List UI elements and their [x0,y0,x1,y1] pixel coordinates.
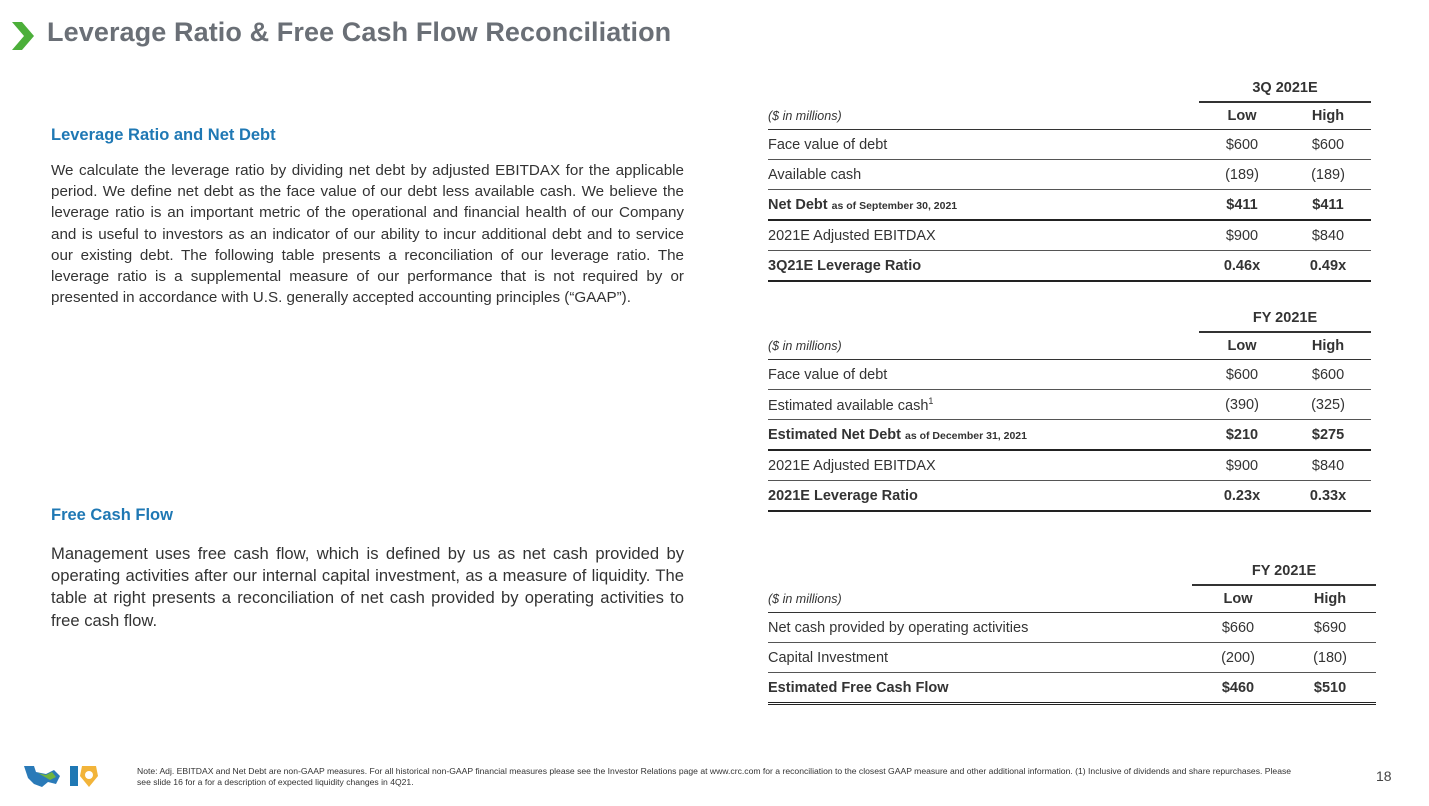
row-label-date: as of September 30, 2021 [831,199,958,212]
row-label [768,190,1199,221]
table-row [768,585,1376,613]
units-label: ($ in millions) [768,332,1199,360]
table-row [768,305,1371,332]
table-row [768,130,1371,160]
low-value: $900 [1199,220,1285,251]
table-row [768,251,1371,282]
high-value: $411 [1285,190,1371,221]
units-label: ($ in millions) [768,585,1192,613]
fcf-description: Management uses free cash flow, which is defined by us as net cash provided by operating activities after our internal capital investment, as a measure of liquidity. The table at right presents a reconciliation of net cash provided by operating activities to free cash flow. [51,544,684,630]
row-label: Face value of debt [768,130,1199,160]
low-value: (189) [1199,160,1285,190]
row-label: 2021E Leverage Ratio [768,481,1199,512]
low-value: 0.23x [1199,481,1285,512]
high-value: $840 [1285,220,1371,251]
leverage-heading: Leverage Ratio and Net Debt [51,126,276,144]
low-value: $600 [1199,360,1285,390]
high-value: $510 [1284,673,1376,704]
col-low-header: Low [1199,102,1285,130]
table-row [768,450,1371,481]
row-label: 3Q21E Leverage Ratio [768,251,1199,282]
col-high-header: High [1284,585,1376,613]
row-label-date: as of December 31, 2021 [904,429,1027,442]
row-label: 2021E Adjusted EBITDAX [768,220,1199,251]
high-value: (180) [1284,643,1376,673]
low-value: $600 [1199,130,1285,160]
chevron-right-icon [10,22,36,50]
table-row [768,160,1371,190]
period-header: FY 2021E [1192,558,1376,585]
row-label: Available cash [768,160,1199,190]
units-label: ($ in millions) [768,102,1199,130]
low-value: (390) [1199,390,1285,420]
low-value: $210 [1199,420,1285,451]
col-low-header: Low [1192,585,1284,613]
col-high-header: High [1285,332,1371,360]
row-label: Capital Investment [768,643,1192,673]
row-label: Face value of debt [768,360,1199,390]
low-value: $411 [1199,190,1285,221]
high-value: (189) [1285,160,1371,190]
table-row [768,420,1371,451]
table-row [768,613,1376,643]
table-row [768,332,1371,360]
table-row [768,220,1371,251]
leverage-fy-table [768,305,1371,512]
col-high-header: High [1285,102,1371,130]
high-value: (325) [1285,390,1371,420]
high-value: 0.33x [1285,481,1371,512]
low-value: (200) [1192,643,1284,673]
row-label: 2021E Adjusted EBITDAX [768,450,1199,481]
leverage-description: We calculate the leverage ratio by dividing net debt by adjusted EBITDAX for the applicable period. We define net debt as the face value of our debt less available cash. We believe the leverage ratio is an important metric of the operational and financial health of our Company and is useful to investors as an indicator of our ability to incur additional debt and to service our existing debt. The following table presents a reconciliation of our leverage ratio. The leverage ratio is a supplemental measure of our performance that is not required by or presented in accordance with U.S. generally accepted accounting principles (“GAAP”). [51,162,684,307]
table-row [768,673,1376,704]
high-value: $840 [1285,450,1371,481]
table-row [768,360,1371,390]
table-row [768,481,1371,512]
california-logo [20,760,102,790]
low-value: $660 [1192,613,1284,643]
row-label: Estimated Free Cash Flow [768,673,1192,704]
table-row [768,190,1371,221]
page-title: Leverage Ratio & Free Cash Flow Reconciliation [47,17,672,47]
free-cash-flow-table [768,558,1376,705]
table-row [768,643,1376,673]
table-row [768,102,1371,130]
table-row [768,75,1371,102]
high-value: $600 [1285,130,1371,160]
low-value: 0.46x [1199,251,1285,282]
page-number: 18 [1376,768,1392,784]
row-label-main: Estimated Net Debt [768,426,901,443]
row-label [768,420,1199,451]
period-header: FY 2021E [1199,305,1371,332]
row-label [768,390,1199,420]
high-value: $600 [1285,360,1371,390]
col-low-header: Low [1199,332,1285,360]
period-header: 3Q 2021E [1199,75,1371,102]
leverage-3q-table [768,75,1371,282]
row-label-main: Estimated available cash [768,397,929,414]
high-value: 0.49x [1285,251,1371,282]
high-value: $275 [1285,420,1371,451]
row-label-main: Net Debt [768,196,828,213]
table-row [768,390,1371,420]
fcf-heading: Free Cash Flow [51,506,173,524]
table-row [768,558,1376,585]
low-value: $460 [1192,673,1284,704]
low-value: $900 [1199,450,1285,481]
footnote: Note: Adj. EBITDAX and Net Debt are non-GAAP measures. For all historical non-GAAP financial measures please see the Investor Relations page at www.crc.com for a reconciliation to the closest GAAP measure and other additional information. (1) Inclusive of dividends and share repurchases. Please see slide 16 for a for a description of expected liquidity changes in 4Q21. [137,766,1292,787]
footnote-marker: 1 [928,395,934,406]
row-label: Net cash provided by operating activities [768,613,1192,643]
high-value: $690 [1284,613,1376,643]
